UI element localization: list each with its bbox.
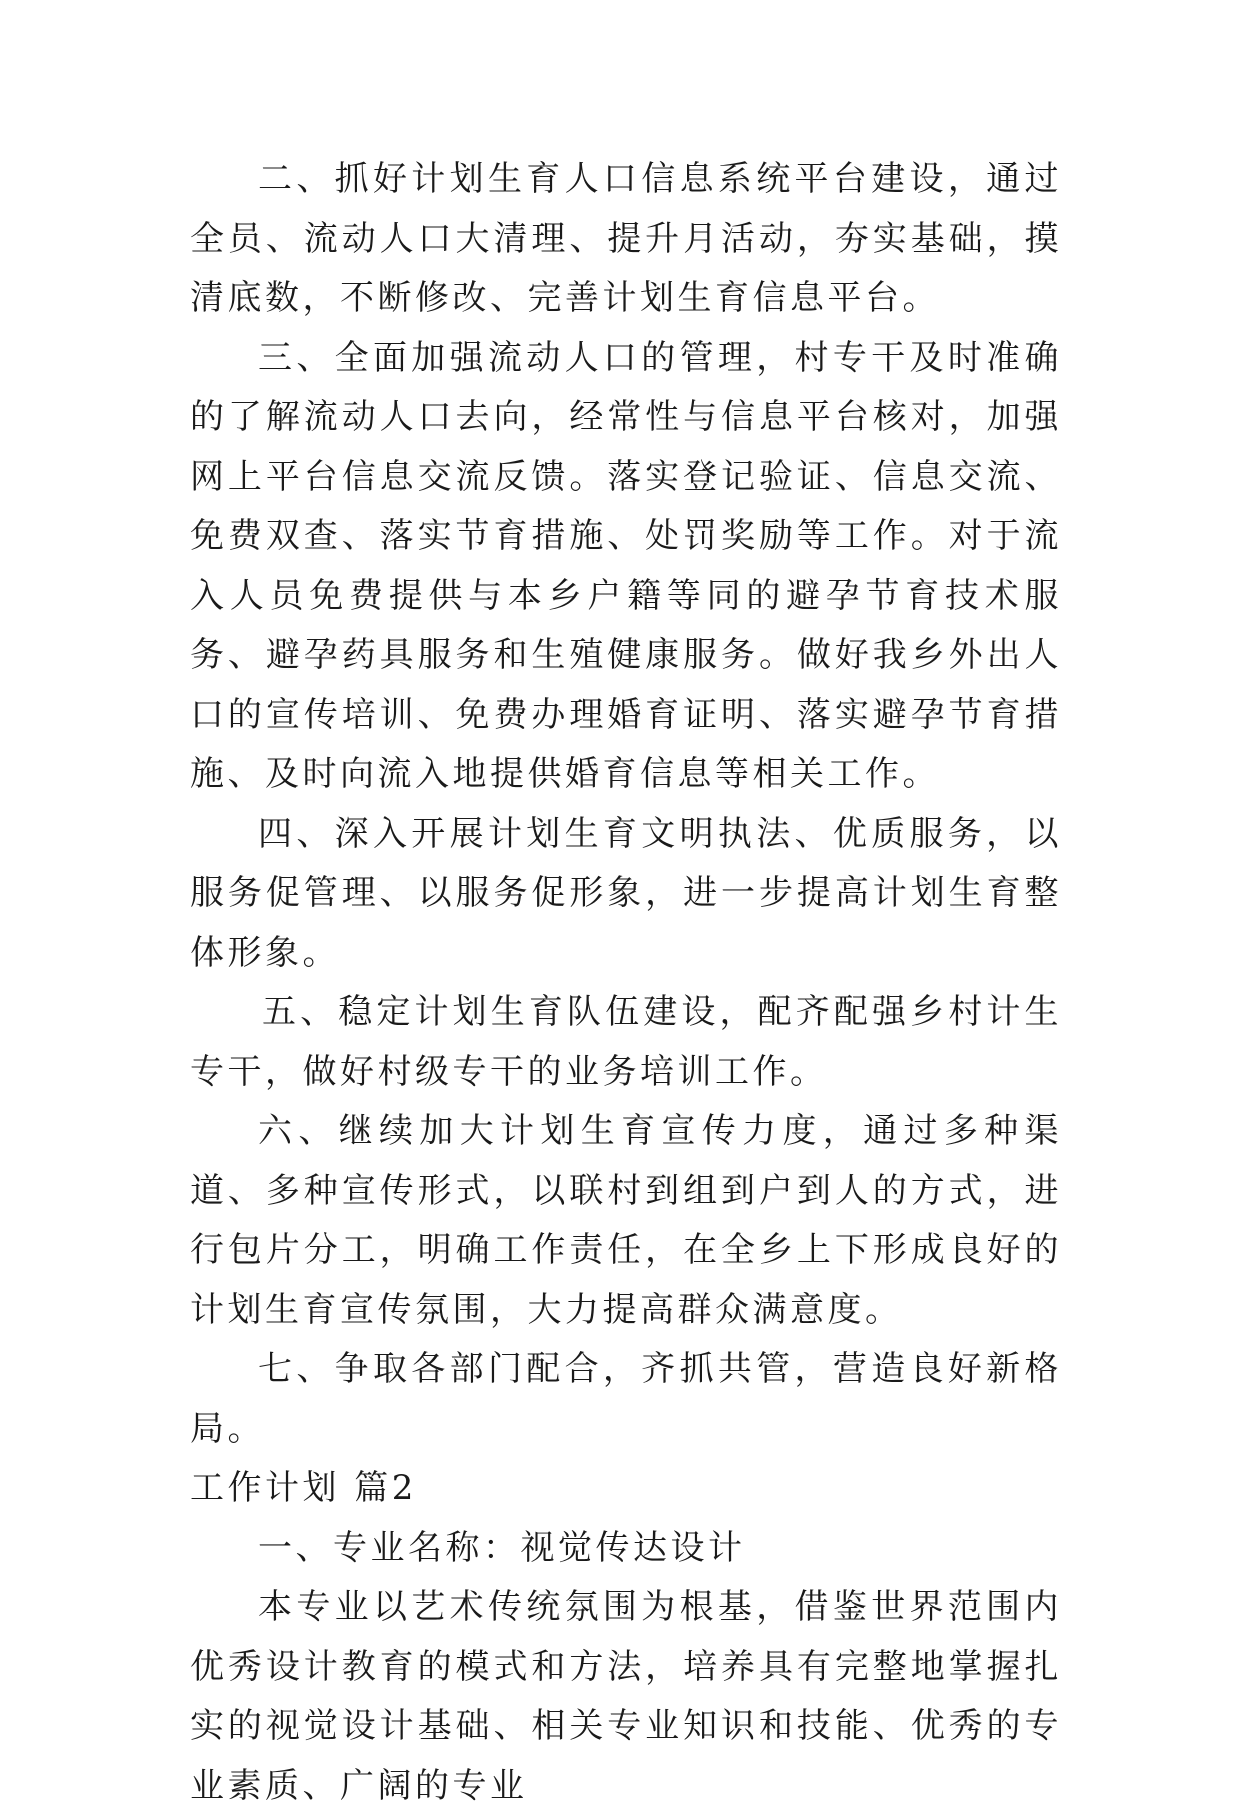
paragraph-6: 六、继续加大计划生育宣传力度，通过多种渠道、多种宣传形式，以联村到组到户到人的方式，进行包片分工，明确工作责任，在全乡上下形成良好的计划生育宣传氛围，大力提高群众满意度。 bbox=[190, 1111, 1062, 1330]
paragraph-2: 二、抓好计划生育人口信息系统平台建设，通过全员、流动人口大清理、提升月活动，夯实基础，摸清底数，不断修改、完善计划生育信息平台。 bbox=[190, 159, 1062, 318]
document-body bbox=[190, 150, 1062, 1816]
paragraph-5: 五、稳定计划生育队伍建设，配齐配强乡村计生专干，做好村级专干的业务培训工作。 bbox=[190, 992, 1062, 1092]
section-heading: 工作计划 篇2 bbox=[190, 1468, 417, 1508]
section-paragraph-2: 本专业以艺术传统氛围为根基，借鉴世界范围内优秀设计教育的模式和方法，培养具有完整地掌握扎实的视觉设计基础、相关专业知识和技能、优秀的专业素质、广阔的专业 bbox=[190, 1587, 1062, 1806]
paragraph-3: 三、全面加强流动人口的管理，村专干及时准确的了解流动人口去向，经常性与信息平台核对，加强网上平台信息交流反馈。落实登记验证、信息交流、免费双查、落实节育措施、处罚奖励等工作。对于流入人员免费提供与本乡户籍等同的避孕节育技术服务、避孕药具服务和生殖健康服务。做好我乡外出人口的宣传培训、免费办理婚育证明、落实避孕节育措施、及时向流入地提供婚育信息等相关工作。 bbox=[190, 337, 1062, 794]
paragraph-4: 四、深入开展计划生育文明执法、优质服务，以服务促管理、以服务促形象，进一步提高计划生育整体形象。 bbox=[190, 813, 1062, 973]
paragraph-7: 七、争取各部门配合，齐抓共管，营造良好新格局。 bbox=[190, 1349, 1062, 1449]
section-paragraph-1: 一、专业名称：视觉传达设计 bbox=[258, 1527, 746, 1568]
